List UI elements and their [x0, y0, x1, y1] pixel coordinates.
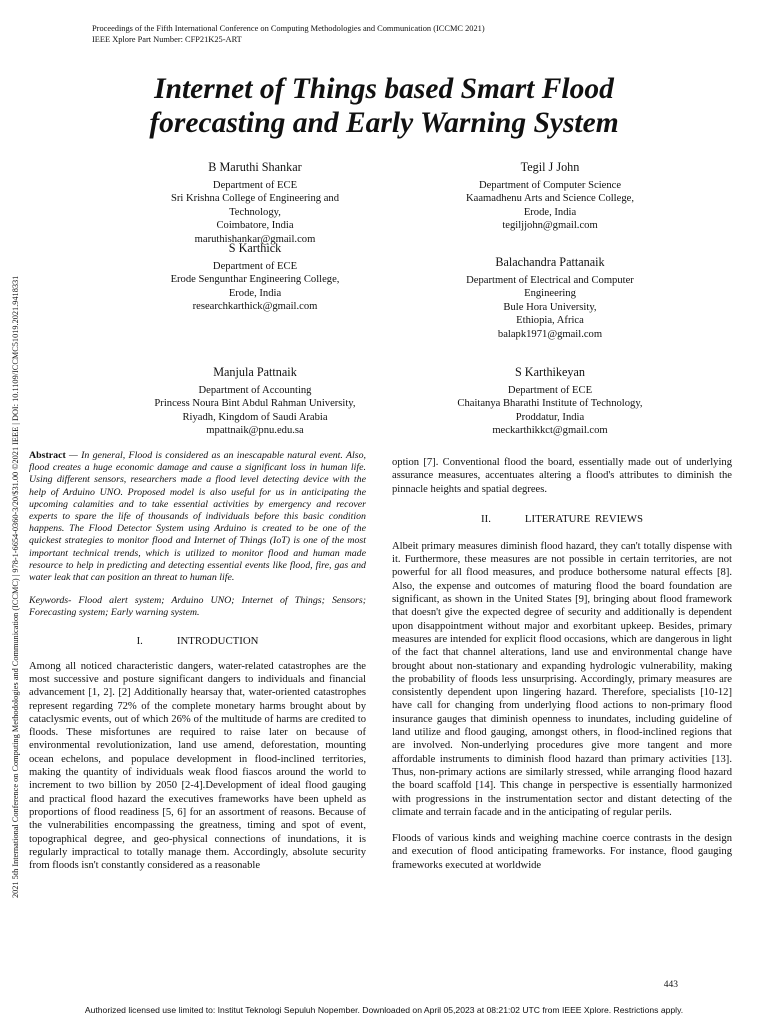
- section-title: INTRODUCTION: [176, 634, 259, 647]
- author-affiliation-line: Department of ECE: [212, 180, 298, 191]
- keywords: Keywords- Flood alert system; Arduino UNO; Internet of Things; Sensors; Forecasting system; Early warning system.: [29, 595, 366, 619]
- author-block-5: [100, 365, 410, 438]
- author-affiliation-line: Department of Computer Science: [478, 180, 622, 191]
- author-affiliation-line: Engineering: [524, 288, 576, 300]
- left-column: [29, 450, 366, 872]
- introduction-paragraph: Among all noticed characteristic dangers, water-related catastrophes are the most successive and posture significant dangers to individuals and financial advancement [1, 2]. [2] Additionally hearsay that, water-oriented catastrophes represent regarding 72% of the complete monetary harms brought about by cataclysmic events, out of which 26% of the multitude of harms are credited to floods. These misfortunes are required to raise later on because of environmental revolutionization, land use amend, deforestation, mounting ocean echelons, and populace development in flood-inclined territories, making the quantity of individuals weak flood fiascos around the world to increment to two billion by 2050 [2-4].Development of ideal flood gauging and practical flood hazard the executives frameworks have been upheld as proportions of flood readiness [5, 6] for an assortment of reasons. Because of the vulnerabilities encompassing the greatness, timing and spot of event, topographical degree, and geo-physical connections of inundations, it is regularly impractical to totally manage them. Accordingly, absolute security from floods isn't constantly considered as a reasonable: [29, 660, 366, 872]
- author-email: researchkarthick@gmail.com: [192, 301, 318, 313]
- continued-paragraph: option [7]. Conventional flood the board, essentially made out of underlying assurance measures, accentuates altering a flood's attributes to diminish the pinnacle heights and spatial degrees.: [392, 457, 732, 495]
- author-block-4: [415, 255, 685, 341]
- right-column: [392, 456, 732, 872]
- page-number: 443: [663, 980, 678, 990]
- side-doi-strip: [11, 148, 25, 908]
- author-block-6: [400, 365, 700, 438]
- license-footer: Authorized licensed use limited to: Institut Teknologi Sepuluh Nopember. Downloaded on April 05,2023 at 08:21:02 UTC from IEEE Xplore. Restrictions apply.: [84, 1005, 684, 1015]
- author-email: balapk1971@gmail.com: [497, 328, 603, 340]
- section-heading-introduction: [29, 634, 366, 648]
- doi-citation-text: 2021 5th International Conference on Computing Methodologies and Communication (ICCMC) | 978-1-6654-0360-3/20/$31.00 ©2021 IEEE | DOI: 10.1109/ICCMC51019.2021.9418331: [11, 275, 20, 898]
- abstract-text: — In general, Flood is considered as an inescapable natural event. Also, flood creates a huge economic damage and cause a significant loss in human life. Using different sensors, researchers made a flood level detecting device with the help of Arduino UNO. Proposed model is also useful for us in anticipating the upcoming calamities and to take essential activities by emergency and recover experts to spare the life of thousands of individuals before this basic condition happens. The Flood Detector System using Arduino is created to be one of the quickest strategies to monitor flood and Internet of Things (IoT) is one of the most important technical trends, which is utilized to monitor flood and human made resource to help in predicting and detecting essential events like flood, fire, gas and water leak that can position an threat to human life.: [29, 450, 367, 584]
- author-name: S Karthikeyan: [514, 365, 586, 379]
- author-affiliation-line: Sri Krishna College of Engineering and: [171, 193, 339, 205]
- author-name: B Maruthi Shankar: [208, 160, 302, 174]
- author-block-3: [120, 241, 390, 314]
- section-number: II.: [481, 512, 491, 525]
- part-number-header: IEEE Xplore Part Number: CFP21K25-ART: [92, 35, 242, 44]
- author-affiliation-line: Erode, India: [523, 206, 577, 218]
- author-affiliation-line: Erode, India: [228, 287, 282, 299]
- section-heading-literature: [392, 512, 732, 526]
- section-number: I.: [136, 634, 143, 647]
- author-affiliation-line: Ethiopia, Africa: [516, 315, 584, 327]
- author-name: Tegil J John: [520, 160, 580, 174]
- author-affiliation-line: Kaamadhenu Arts and Science College,: [466, 193, 634, 205]
- author-email: meckarthikkct@gmail.com: [492, 425, 608, 437]
- author-email: mpattnaik@pnu.edu.sa: [206, 425, 304, 437]
- author-name: S Karthick: [228, 241, 282, 255]
- author-name: Manjula Pattnaik: [213, 365, 297, 379]
- author-affiliation-line: Riyadh, Kingdom of Saudi Arabia: [182, 411, 328, 423]
- author-affiliation-line: Chaitanya Bharathi Institute of Technology,: [457, 398, 643, 410]
- literature-paragraph-2: Floods of various kinds and weighing machine coerce contrasts in the design and execution of flood anticipating frameworks. For instance, flood gauging frameworks executed at worldwide: [392, 833, 732, 871]
- author-affiliation-line: Department of ECE: [212, 261, 298, 272]
- title-line-2: forecasting and Early Warning System: [149, 107, 619, 139]
- literature-paragraph-1: Albeit primary measures diminish flood hazard, they can't totally dispense with it. Furthermore, these measures are not possible in certain territories, are not powerful for all flood measures, and produce bothersome natural effects [8]. Also, the expense and outcomes of maturing flood the board foundation are significant, as shown in the United States [9], bringing about flood framework that doesn't give the expected degree of security and additionally is dependent upon disappointment without major and exorbitant upkeep. Besides, primary measures are intended for explicit flood occasions, which are dangerous in light of the fact that channel alterations, land use and environmental change have brought about non-stationary and expanding hydrologic vulnerability, making the probability of floods less unsurprising. Accordingly, primary measures are consistently dependent upon lingering hazard. Therefore, specialists [10-12] have call for changing from underlying flood actions to non-primary flood insurance gauges that diminish openness to inundates, including guideline of land utilize and flood gauging, amongst others, in flood-inclined regions that are involved. Non-underlying procedures give more tangent and more affordable instruments to diminish flood hazard than primary activities [13]. Thus, non-primary actions are similarly stressed, while arranging flood hazard the board scaffold [14]. This change in perspective is essentially harmonized with progressions in the instrumentation sector and distant detecting of the climate and terrain facade and in the anticipating of regular perils.: [392, 540, 732, 818]
- author-email: tegiljjohn@gmail.com: [502, 220, 598, 232]
- author-email: maruthishankar@gmail.com: [194, 233, 316, 245]
- author-block-2: [415, 160, 685, 233]
- abstract-label: Abstract: [29, 450, 66, 461]
- author-affiliation-line: Erode Sengunthar Engineering College,: [170, 274, 340, 286]
- author-block-1: [120, 160, 390, 246]
- author-affiliation-line: Proddatur, India: [515, 411, 585, 423]
- abstract: [29, 450, 366, 584]
- title-line-1: Internet of Things based Smart Flood: [154, 73, 614, 105]
- author-affiliation-line: Princess Noura Bint Abdul Rahman University,: [154, 398, 356, 410]
- author-affiliation-line: Coimbatore, India: [216, 220, 294, 232]
- author-name: Balachandra Pattanaik: [495, 255, 605, 269]
- paper-title: [60, 72, 708, 140]
- author-affiliation-line: Department of ECE: [507, 385, 593, 396]
- author-affiliation-line: Bule Hora University,: [503, 301, 597, 313]
- author-affiliation-line: Technology,: [229, 206, 281, 218]
- section-title: LITERATURE REVIEWS: [524, 512, 643, 525]
- author-affiliation-line: Department of Electrical and Computer: [466, 275, 634, 286]
- conference-header: Proceedings of the Fifth International Conference on Computing Methodologies and Communication (ICCMC 2021): [92, 24, 485, 33]
- author-affiliation-line: Department of Accounting: [198, 385, 312, 396]
